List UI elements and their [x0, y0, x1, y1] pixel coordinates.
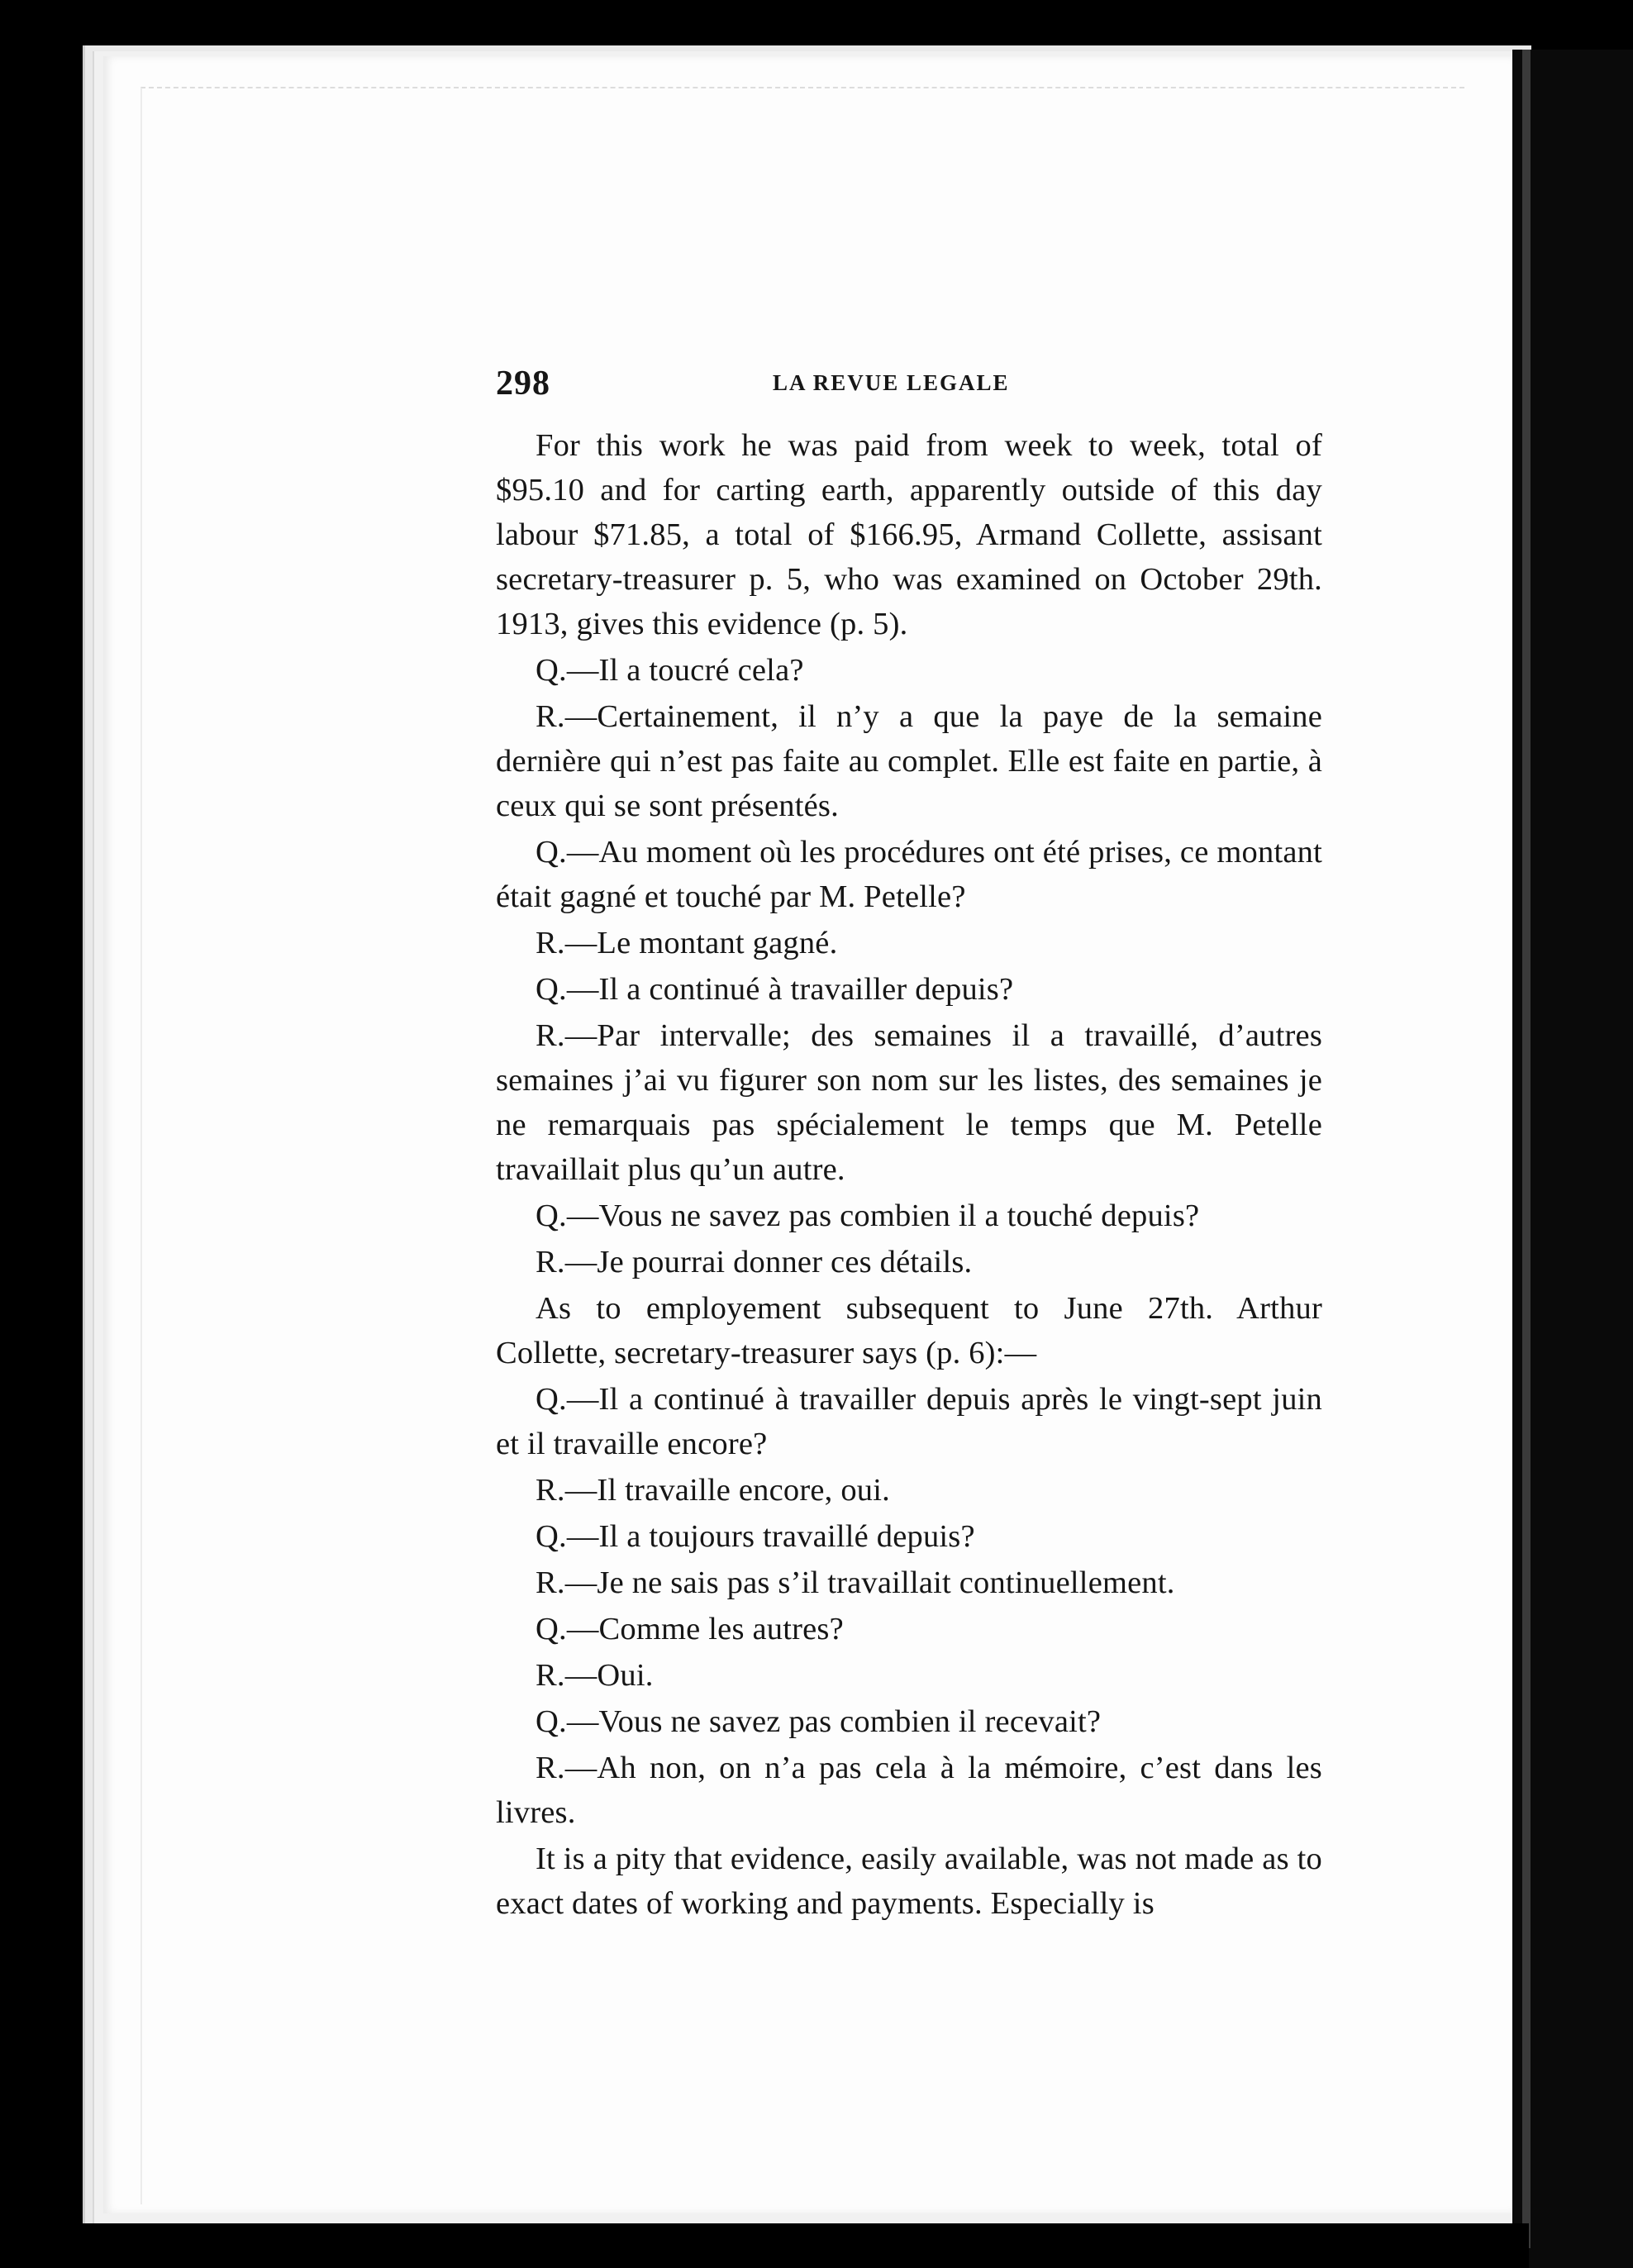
response-line: R.—Ah non, on n’a pas cela à la mémoire, c’est dans les livres.: [496, 1751, 1322, 1830]
paragraph: It is a pity that evidence, easily available, was not made as to exact dates of working and payments. Especially is: [496, 1842, 1322, 1921]
response-line: R.—Par intervalle; des semaines il a travaillé, d’autres semaines j’ai vu figurer son nom sur les listes, des semaines je ne remarquais pas spécialement le temps que M. Petelle travaillait plus qu’un autre.: [496, 1018, 1322, 1187]
response-line: R.—Certainement, il n’y a que la paye de la semaine dernière qui n’est pas faite au complet. Elle est faite en partie, à ceux qui se sont présentés.: [496, 699, 1322, 823]
response-line: R.—Oui.: [536, 1658, 654, 1693]
bottom-margin: [83, 2223, 1529, 2268]
paragraph: As to employement subsequent to June 27th. Arthur Collette, secretary-treasurer says (p. 6):—: [496, 1291, 1322, 1370]
question-line: Q.—Au moment où les procédures ont été prises, ce montant était gagné et touché par M. Petelle?: [496, 835, 1322, 914]
question-line: Q.—Comme les autres?: [536, 1612, 844, 1646]
paragraph: For this work he was paid from week to week, total of $95.10 and for carting earth, apparently outside of this day labour $71.85, a total of $166.95, Armand Collette, assisant secretary-treasurer p. 5, who was examined on October 29th. 1913, gives this evidence (p. 5).: [496, 428, 1322, 641]
question-line: Q.—Il a continué à travailler depuis?: [536, 972, 1014, 1007]
page-header: [496, 355, 1322, 413]
response-line: R.—Il travaille encore, oui.: [536, 1473, 890, 1508]
question-line: Q.—Il a continué à travailler depuis après le vingt-sept juin et il travaille encore?: [496, 1382, 1322, 1461]
adjacent-page-edge-highlight: [1522, 50, 1531, 2248]
response-line: R.—Je pourrai donner ces détails.: [536, 1245, 973, 1279]
response-line: R.—Je ne sais pas s’il travaillait continuellement.: [536, 1565, 1175, 1600]
question-line: Q.—Il a toujours travaillé depuis?: [536, 1519, 975, 1554]
question-line: Q.—Il a toucré cela?: [536, 653, 804, 688]
question-line: Q.—Vous ne savez pas combien il recevait?: [536, 1704, 1102, 1739]
question-line: Q.—Vous ne savez pas combien il a touché depuis?: [536, 1198, 1200, 1233]
running-title: LA REVUE LEGALE: [773, 370, 1010, 395]
response-line: R.—Le montant gagné.: [536, 926, 838, 960]
page-number: 298: [496, 364, 550, 403]
page-text-block: [496, 355, 1322, 1926]
